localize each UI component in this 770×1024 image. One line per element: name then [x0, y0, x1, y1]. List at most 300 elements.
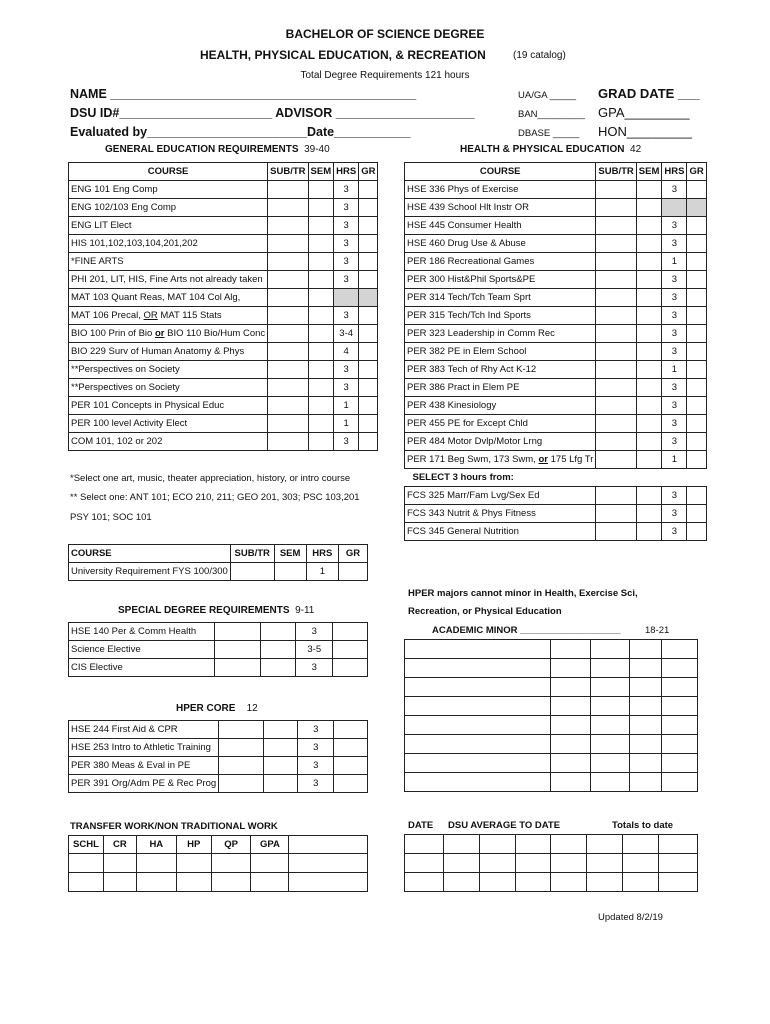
table-row: [405, 505, 707, 523]
sem-cell[interactable]: [308, 415, 334, 433]
sub-tr-cell[interactable]: [268, 343, 308, 361]
gr-cell[interactable]: [687, 325, 706, 343]
blank-cell[interactable]: [515, 835, 551, 854]
hon-field[interactable]: HON_________: [598, 124, 692, 139]
course-cell: PER 380 Meas & Eval in PE: [69, 757, 219, 775]
blank-cell[interactable]: [103, 854, 136, 873]
gr-cell[interactable]: [687, 523, 706, 541]
blank-cell[interactable]: [551, 716, 591, 735]
blank-cell[interactable]: [623, 854, 659, 873]
column-header: GR: [359, 163, 378, 181]
blank-cell[interactable]: [405, 678, 551, 697]
blank-cell[interactable]: [251, 854, 289, 873]
gr-cell[interactable]: [333, 641, 368, 659]
sem-cell[interactable]: [308, 217, 334, 235]
sem-cell[interactable]: [636, 415, 662, 433]
blank-cell[interactable]: [405, 854, 444, 873]
gr-cell[interactable]: [333, 623, 368, 641]
blank-cell[interactable]: [662, 678, 698, 697]
hrs-cell: 3: [296, 623, 333, 641]
table-row: [69, 379, 378, 397]
sub-tr-cell[interactable]: [596, 253, 636, 271]
sub-tr-cell[interactable]: [268, 379, 308, 397]
table-row: [405, 235, 707, 253]
table-row: [405, 181, 707, 199]
blank-cell[interactable]: [662, 773, 698, 792]
sub-tr-cell[interactable]: [268, 361, 308, 379]
sub-tr-cell[interactable]: [268, 271, 308, 289]
blank-cell[interactable]: [515, 873, 551, 892]
academic-minor-table: [404, 639, 698, 792]
blank-cell[interactable]: [103, 873, 136, 892]
sem-cell[interactable]: [636, 181, 662, 199]
gr-cell[interactable]: [687, 505, 706, 523]
gr-cell[interactable]: [359, 415, 378, 433]
blank-cell[interactable]: [591, 773, 630, 792]
academic-minor-hours: 18-21: [645, 625, 670, 636]
sub-tr-cell[interactable]: [268, 253, 308, 271]
blank-cell[interactable]: [587, 854, 623, 873]
gr-cell[interactable]: [339, 563, 368, 581]
sub-tr-cell[interactable]: [596, 397, 636, 415]
gr-cell[interactable]: [334, 739, 368, 757]
hrs-cell: 3: [662, 181, 687, 199]
hrs-cell: 3: [662, 271, 687, 289]
sub-tr-cell[interactable]: [596, 235, 636, 253]
sub-tr-cell[interactable]: [219, 721, 263, 739]
blank-cell[interactable]: [659, 854, 698, 873]
sem-cell[interactable]: [308, 361, 334, 379]
course-cell: HSE 439 School Hlt Instr OR: [405, 199, 596, 217]
gr-cell[interactable]: [687, 433, 706, 451]
blank-cell[interactable]: [662, 735, 698, 754]
gr-cell[interactable]: [687, 217, 706, 235]
dsu-id-advisor-field[interactable]: DSU ID#______________________ ADVISOR ____________________: [70, 106, 475, 120]
table-header-row: [69, 836, 368, 854]
course-cell: PER 101 Concepts in Physical Educ: [69, 397, 268, 415]
sem-cell[interactable]: [636, 253, 662, 271]
blank-row: [405, 754, 698, 773]
special-degree-table: [68, 622, 368, 677]
table-row: [69, 289, 378, 307]
course-cell: PER 314 Tech/Tch Team Sprt: [405, 289, 596, 307]
blank-cell[interactable]: [630, 640, 662, 659]
blank-cell[interactable]: [662, 659, 698, 678]
blank-cell[interactable]: [251, 873, 289, 892]
blank-row: [405, 716, 698, 735]
sem-cell[interactable]: [263, 739, 298, 757]
blank-cell[interactable]: [630, 659, 662, 678]
evaluated-date-field[interactable]: Evaluated by_______________________Date___________: [70, 125, 411, 139]
sub-tr-cell[interactable]: [268, 325, 308, 343]
blank-cell[interactable]: [479, 854, 515, 873]
sem-cell[interactable]: [308, 235, 334, 253]
sem-cell[interactable]: [263, 757, 298, 775]
sub-tr-cell[interactable]: [268, 289, 308, 307]
sem-cell[interactable]: [263, 721, 298, 739]
hrs-cell: 3: [662, 505, 687, 523]
sem-cell[interactable]: [636, 271, 662, 289]
gr-cell[interactable]: [359, 181, 378, 199]
blank-cell[interactable]: [551, 735, 591, 754]
uaga-field[interactable]: UA/GA _____: [518, 90, 577, 101]
hrs-cell: 3: [334, 271, 359, 289]
gr-cell[interactable]: [359, 343, 378, 361]
course-cell: FCS 343 Nutrit & Phys Fitness: [405, 505, 596, 523]
gr-cell[interactable]: [687, 343, 706, 361]
sub-tr-cell[interactable]: [596, 217, 636, 235]
sub-tr-cell[interactable]: [268, 217, 308, 235]
sem-cell[interactable]: [636, 487, 662, 505]
hrs-cell: 3: [298, 739, 334, 757]
gr-cell[interactable]: [359, 289, 378, 307]
course-cell: CIS Elective: [69, 659, 215, 677]
hrs-cell: 3: [298, 775, 334, 793]
gr-cell[interactable]: [687, 235, 706, 253]
sem-cell[interactable]: [636, 451, 662, 469]
blank-cell[interactable]: [551, 835, 587, 854]
table-header-row: [405, 163, 707, 181]
course-cell: PER 186 Recreational Games: [405, 253, 596, 271]
sub-tr-cell[interactable]: [219, 775, 263, 793]
column-header: SUB/TR: [230, 545, 274, 563]
blank-cell[interactable]: [479, 835, 515, 854]
dsu-average-label: DSU AVERAGE TO DATE: [448, 820, 561, 831]
gr-cell[interactable]: [687, 415, 706, 433]
blank-cell[interactable]: [659, 835, 698, 854]
hpe-title: HEALTH & PHYSICAL EDUCATION: [460, 144, 625, 155]
hrs-cell: 3: [334, 433, 359, 451]
sub-tr-cell[interactable]: [596, 325, 636, 343]
table-row: [405, 289, 707, 307]
table-row: [69, 343, 378, 361]
sub-tr-cell[interactable]: [214, 641, 260, 659]
gr-cell[interactable]: [687, 361, 706, 379]
sub-tr-cell[interactable]: [596, 181, 636, 199]
blank-cell[interactable]: [591, 659, 630, 678]
gr-cell[interactable]: [687, 307, 706, 325]
sub-tr-cell[interactable]: [596, 451, 636, 469]
blank-cell[interactable]: [551, 659, 591, 678]
sem-cell[interactable]: [636, 307, 662, 325]
column-header: GPA: [251, 836, 289, 854]
course-cell: PHI 201, LIT, HIS, Fine Arts not already taken: [69, 271, 268, 289]
blank-cell[interactable]: [69, 854, 104, 873]
blank-cell[interactable]: [630, 716, 662, 735]
sub-tr-cell[interactable]: [230, 563, 274, 581]
blank-cell[interactable]: [479, 873, 515, 892]
table-row: [69, 217, 378, 235]
course-cell: PER 455 PE for Except Chld: [405, 415, 596, 433]
sem-cell[interactable]: [308, 289, 334, 307]
blank-cell[interactable]: [551, 754, 591, 773]
blank-cell[interactable]: [662, 754, 698, 773]
core-title: HPER CORE: [176, 703, 236, 714]
table-row: [405, 217, 707, 235]
blank-cell[interactable]: [551, 697, 591, 716]
table-row: [69, 757, 368, 775]
blank-cell[interactable]: [662, 697, 698, 716]
sem-cell[interactable]: [636, 505, 662, 523]
gr-cell[interactable]: [359, 397, 378, 415]
blank-cell[interactable]: [551, 873, 587, 892]
column-header: SEM: [274, 545, 306, 563]
blank-cell[interactable]: [136, 873, 176, 892]
blank-cell[interactable]: [211, 854, 251, 873]
blank-cell[interactable]: [591, 754, 630, 773]
blank-cell[interactable]: [623, 835, 659, 854]
gr-cell[interactable]: [334, 721, 368, 739]
sub-tr-cell[interactable]: [596, 343, 636, 361]
sub-tr-cell[interactable]: [214, 623, 260, 641]
sem-cell[interactable]: [308, 397, 334, 415]
table-row: [405, 361, 707, 379]
hrs-cell: 3: [298, 721, 334, 739]
title-line-1: BACHELOR OF SCIENCE DEGREE: [285, 27, 485, 41]
sub-tr-cell[interactable]: [596, 523, 636, 541]
sub-tr-cell[interactable]: [596, 415, 636, 433]
hrs-cell: 3: [662, 523, 687, 541]
hpe-hours: 42: [630, 144, 642, 155]
blank-cell[interactable]: [587, 835, 623, 854]
blank-cell[interactable]: [405, 835, 444, 854]
gr-cell[interactable]: [687, 199, 706, 217]
sem-cell[interactable]: [274, 563, 306, 581]
transfer-title: TRANSFER WORK/NON TRADITIONAL WORK: [70, 821, 278, 832]
course-cell: PER 300 Hist&Phil Sports&PE: [405, 271, 596, 289]
gr-cell[interactable]: [359, 379, 378, 397]
course-cell: ENG LIT Elect: [69, 217, 268, 235]
gr-cell[interactable]: [687, 397, 706, 415]
dbase-field[interactable]: DBASE _____: [518, 128, 580, 139]
blank-cell[interactable]: [591, 697, 630, 716]
blank-cell[interactable]: [515, 854, 551, 873]
course-cell: ENG 102/103 Eng Comp: [69, 199, 268, 217]
sub-tr-cell[interactable]: [268, 199, 308, 217]
blank-cell[interactable]: [551, 854, 587, 873]
gr-cell[interactable]: [359, 307, 378, 325]
sub-tr-cell[interactable]: [219, 739, 263, 757]
sem-cell[interactable]: [308, 343, 334, 361]
sem-cell[interactable]: [636, 343, 662, 361]
sem-cell[interactable]: [636, 325, 662, 343]
blank-row: [405, 659, 698, 678]
blank-cell[interactable]: [662, 640, 698, 659]
gen-ed-note-perspectives: ** Select one: ANT 101; ECO 210, 211; GEO 201, 303; PSC 103,201: [70, 492, 360, 503]
sub-tr-cell[interactable]: [596, 271, 636, 289]
blank-cell[interactable]: [289, 854, 368, 873]
blank-cell[interactable]: [630, 773, 662, 792]
hrs-cell: 4: [334, 343, 359, 361]
sub-tr-cell[interactable]: [219, 757, 263, 775]
blank-cell[interactable]: [630, 678, 662, 697]
course-cell: Science Elective: [69, 641, 215, 659]
hrs-cell: 3: [334, 253, 359, 271]
gr-cell[interactable]: [687, 487, 706, 505]
sem-cell[interactable]: [636, 397, 662, 415]
table-row: [405, 307, 707, 325]
course-cell: PER 382 PE in Elem School: [405, 343, 596, 361]
gr-cell[interactable]: [359, 199, 378, 217]
academic-minor-field[interactable]: ACADEMIC MINOR ___________________: [432, 625, 621, 636]
course-cell: **Perspectives on Society: [69, 361, 268, 379]
blank-cell[interactable]: [662, 716, 698, 735]
special-heading: [118, 605, 314, 616]
sub-tr-cell[interactable]: [268, 433, 308, 451]
sub-tr-cell[interactable]: [214, 659, 260, 677]
course-cell: PER 386 Pract in Elem PE: [405, 379, 596, 397]
gpa-field[interactable]: GPA_________: [598, 105, 690, 120]
blank-cell[interactable]: [591, 716, 630, 735]
hrs-cell: 1: [662, 253, 687, 271]
blank-cell[interactable]: [591, 640, 630, 659]
course-cell: MAT 106 Precal, OR MAT 115 Stats: [69, 307, 268, 325]
gr-cell[interactable]: [359, 235, 378, 253]
sem-cell[interactable]: [308, 199, 334, 217]
blank-row: [405, 678, 698, 697]
column-header: COURSE: [69, 545, 231, 563]
table-row: [69, 199, 378, 217]
table-row: [69, 325, 378, 343]
gr-cell[interactable]: [334, 757, 368, 775]
sem-cell[interactable]: [308, 433, 334, 451]
sem-cell[interactable]: [636, 235, 662, 253]
name-field[interactable]: NAME ____________________________________________: [70, 87, 417, 101]
blank-cell[interactable]: [289, 873, 368, 892]
gr-cell[interactable]: [359, 217, 378, 235]
blank-cell[interactable]: [405, 640, 551, 659]
blank-cell[interactable]: [623, 873, 659, 892]
sem-cell[interactable]: [636, 289, 662, 307]
gr-cell[interactable]: [687, 253, 706, 271]
course-cell: University Requirement FYS 100/300: [69, 563, 231, 581]
gr-cell[interactable]: [333, 659, 368, 677]
table-row: [69, 433, 378, 451]
blank-cell[interactable]: [591, 735, 630, 754]
sub-tr-cell[interactable]: [596, 433, 636, 451]
blank-cell[interactable]: [551, 773, 591, 792]
sub-tr-cell[interactable]: [596, 487, 636, 505]
gr-cell[interactable]: [687, 289, 706, 307]
sem-cell[interactable]: [308, 325, 334, 343]
gr-cell[interactable]: [359, 253, 378, 271]
select-label-row: [405, 469, 707, 487]
gr-cell[interactable]: [359, 433, 378, 451]
sem-cell[interactable]: [260, 641, 296, 659]
gr-cell[interactable]: [687, 271, 706, 289]
sem-cell[interactable]: [263, 775, 298, 793]
sem-cell[interactable]: [636, 379, 662, 397]
date-label: DATE: [408, 820, 434, 831]
sub-tr-cell[interactable]: [596, 379, 636, 397]
column-header: SEM: [308, 163, 334, 181]
sub-tr-cell[interactable]: [596, 361, 636, 379]
hrs-cell: 3: [662, 415, 687, 433]
gr-cell[interactable]: [359, 271, 378, 289]
blank-cell[interactable]: [405, 659, 551, 678]
sem-cell[interactable]: [308, 181, 334, 199]
gr-cell[interactable]: [687, 379, 706, 397]
sem-cell[interactable]: [636, 523, 662, 541]
blank-cell[interactable]: [405, 754, 551, 773]
sub-tr-cell[interactable]: [268, 181, 308, 199]
blank-cell[interactable]: [176, 873, 211, 892]
blank-cell[interactable]: [630, 754, 662, 773]
sub-tr-cell[interactable]: [596, 199, 636, 217]
blank-cell[interactable]: [551, 640, 591, 659]
sub-tr-cell[interactable]: [596, 307, 636, 325]
sem-cell[interactable]: [260, 659, 296, 677]
gr-cell[interactable]: [359, 361, 378, 379]
blank-cell[interactable]: [405, 735, 551, 754]
transfer-table: [68, 835, 368, 892]
sem-cell[interactable]: [308, 379, 334, 397]
sub-tr-cell[interactable]: [268, 415, 308, 433]
sem-cell[interactable]: [636, 433, 662, 451]
blank-cell[interactable]: [443, 835, 479, 854]
sub-tr-cell[interactable]: [268, 235, 308, 253]
blank-cell[interactable]: [659, 873, 698, 892]
sem-cell[interactable]: [308, 271, 334, 289]
sub-tr-cell[interactable]: [268, 307, 308, 325]
blank-row: [69, 873, 368, 892]
sem-cell[interactable]: [308, 307, 334, 325]
blank-cell[interactable]: [587, 873, 623, 892]
table-row: [405, 523, 707, 541]
blank-cell[interactable]: [69, 873, 104, 892]
sem-cell[interactable]: [260, 623, 296, 641]
hrs-cell: 3: [334, 199, 359, 217]
sub-tr-cell[interactable]: [596, 505, 636, 523]
sem-cell[interactable]: [308, 253, 334, 271]
course-cell: PER 438 Kinesiology: [405, 397, 596, 415]
sub-tr-cell[interactable]: [596, 289, 636, 307]
blank-cell[interactable]: [591, 678, 630, 697]
blank-cell[interactable]: [443, 854, 479, 873]
hrs-cell: 3-5: [296, 641, 333, 659]
blank-cell[interactable]: [443, 873, 479, 892]
blank-cell[interactable]: [136, 854, 176, 873]
table-row: [69, 415, 378, 433]
blank-cell[interactable]: [630, 735, 662, 754]
grad-date-field[interactable]: GRAD DATE ___: [598, 86, 700, 101]
table-row: [405, 379, 707, 397]
blank-row: [405, 640, 698, 659]
gr-cell[interactable]: [687, 451, 706, 469]
gr-cell[interactable]: [687, 181, 706, 199]
blank-cell[interactable]: [405, 873, 444, 892]
sub-tr-cell[interactable]: [268, 397, 308, 415]
sem-cell[interactable]: [636, 199, 662, 217]
sem-cell[interactable]: [636, 217, 662, 235]
blank-cell[interactable]: [176, 854, 211, 873]
gr-cell[interactable]: [334, 775, 368, 793]
hrs-cell: 3: [334, 235, 359, 253]
ban-field[interactable]: BAN_________: [518, 109, 586, 120]
blank-cell[interactable]: [551, 678, 591, 697]
blank-cell[interactable]: [211, 873, 251, 892]
table-row: [405, 451, 707, 469]
blank-cell[interactable]: [405, 697, 551, 716]
hrs-cell: 1: [334, 397, 359, 415]
sem-cell[interactable]: [636, 361, 662, 379]
blank-cell[interactable]: [405, 773, 551, 792]
blank-cell[interactable]: [405, 716, 551, 735]
blank-cell[interactable]: [630, 697, 662, 716]
table-row: [69, 659, 368, 677]
university-requirement-table: [68, 544, 368, 581]
gr-cell[interactable]: [359, 325, 378, 343]
